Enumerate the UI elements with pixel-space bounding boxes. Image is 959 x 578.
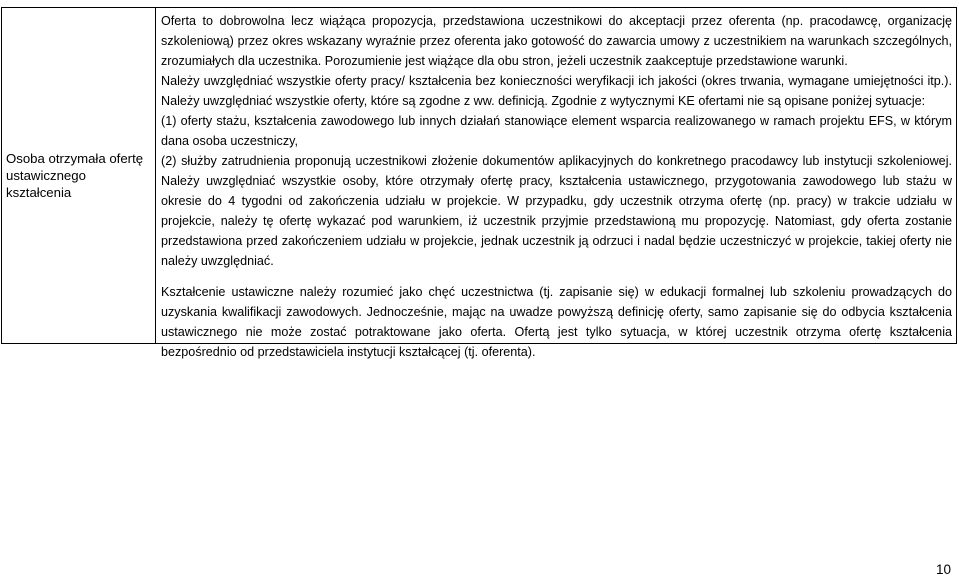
paragraph-gap	[161, 271, 952, 282]
page-number: 10	[935, 562, 951, 577]
term-label: Osoba otrzymała ofertę ustawicznego kształcenia	[6, 151, 144, 200]
term-cell	[2, 8, 156, 343]
definition-table	[1, 7, 957, 359]
definition-paragraph: (1) oferty stażu, kształcenia zawodowego lub innych działań stanowiące element wsparcia realizowanego w ramach projektu EFS, w którym dana osoba uczestniczy,	[161, 114, 952, 148]
definition-paragraph: (2) służby zatrudnienia proponują uczestnikowi złożenie dokumentów aplikacyjnych do konkretnego pracodawcy lub instytucji szkoleniowej. Należy uwzględniać wszystkie osoby, które otrzymały ofertę pracy, kształcenia ustawicznego, przygotowania zawodowego lub stażu w okresie do 4 tygodni od zakończenia udziału w projekcie. W przypadku, gdy uczestnik otrzyma ofertę (np. pracy) w trakcie udziału w projekcie, należy tę ofertę wykazać pod warunkiem, iż uczestnik przyjmie przedstawioną mu propozycję. Natomiast, gdy oferta zostanie przedstawiona przed zakończeniem udziału w projekcie, jednak uczestnik ją odrzuci i nadal będzie uczestniczyć w projekcie, takiej oferty nie należy uwzględniać.	[161, 154, 952, 268]
definition-paragraph: Należy uwzględniać wszystkie oferty pracy/ kształcenia bez konieczności weryfikacji ich jakości (okres trwania, wymagane umiejętności itp.). Należy uwzględniać wszystkie oferty, które są zgodne z ww. definicją. Zgodnie z wytycznymi KE ofertami nie są opisane poniżej sytuacje:	[161, 74, 952, 108]
definition-cell	[156, 8, 956, 359]
definition-paragraph: Oferta to dobrowolna lecz wiążąca propozycja, przedstawiona uczestnikowi do akceptacji przez oferenta (np. pracodawcę, organizację szkoleniową) przez okres wskazany wyraźnie przez oferenta jako gotowość do zawarcia umowy z uczestnikiem na warunkach szczególnych, zrozumiałych dla uczestnika. Porozumienie jest wiążące dla obu stron, jeżeli uczestnik zaakceptuje przedstawione warunki.	[161, 14, 952, 68]
definition-paragraph: Kształcenie ustawiczne należy rozumieć jako chęć uczestnictwa (tj. zapisanie się) w edukacji formalnej lub szkoleniu prowadzących do uzyskania kwalifikacji zawodowych. Jednocześnie, mając na uwadze powyższą definicję oferty, samo zapisanie się do odbycia kształcenia ustawicznego nie może zostać potraktowane jako oferta. Ofertą jest tylko sytuacja, w której uczestnik otrzyma ofertę kształcenia bezpośrednio od przedstawiciela instytucji kształcącej (tj. oferenta).	[161, 285, 952, 359]
